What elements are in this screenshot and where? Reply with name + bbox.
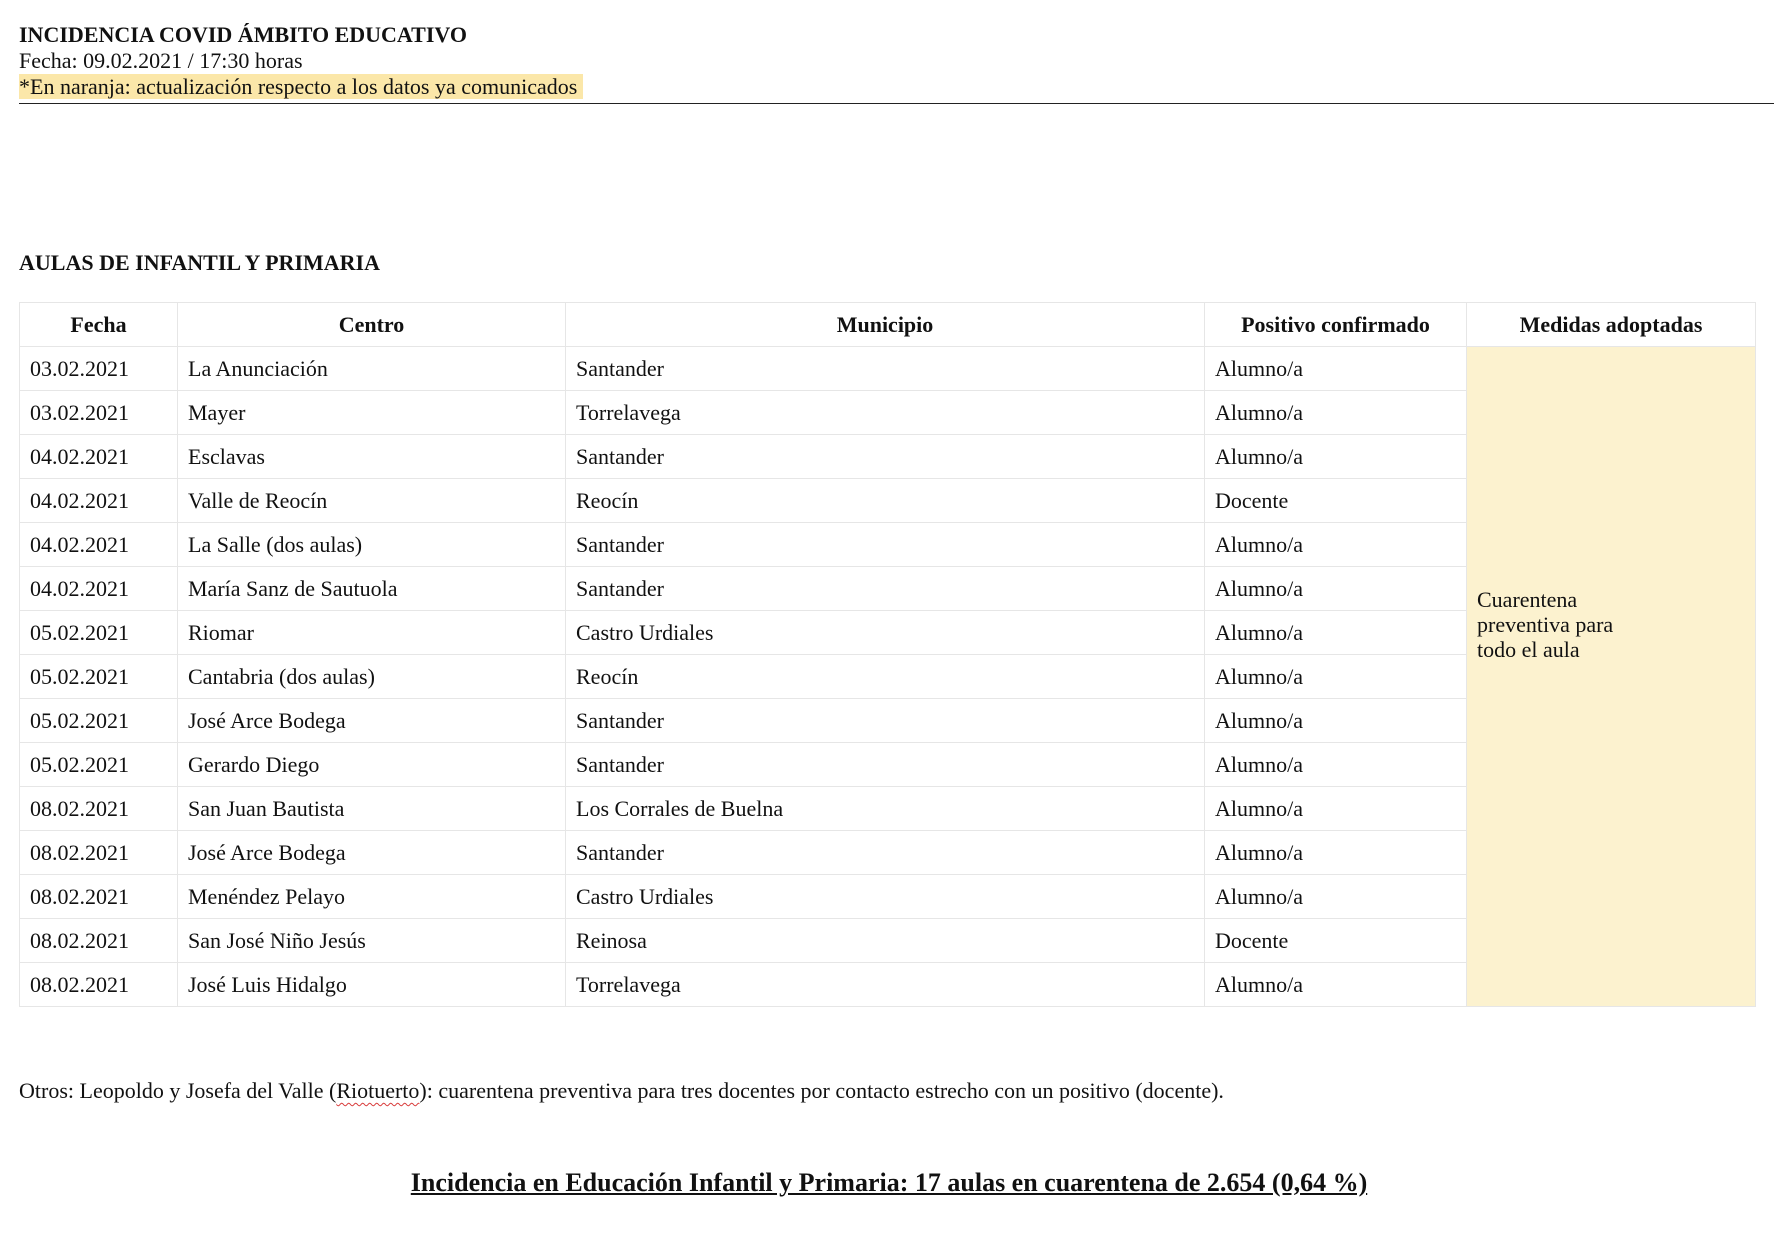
cell-centro: San Juan Bautista (178, 787, 566, 831)
cell-fecha: 08.02.2021 (20, 963, 178, 1007)
cell-fecha: 05.02.2021 (20, 655, 178, 699)
cell-municipio: Santander (566, 523, 1205, 567)
cell-municipio: Santander (566, 347, 1205, 391)
column-header-medidas: Medidas adoptadas (1467, 303, 1756, 347)
cell-positivo: Docente (1205, 479, 1467, 523)
cell-municipio: Santander (566, 567, 1205, 611)
cell-centro: Menéndez Pelayo (178, 875, 566, 919)
medidas-text: Cuarentena preventiva para todo el aula (1477, 587, 1614, 662)
header-divider (19, 103, 1774, 104)
cell-municipio: Castro Urdiales (566, 611, 1205, 655)
report-date: Fecha: 09.02.2021 / 17:30 horas (19, 48, 303, 73)
document-header (19, 22, 1774, 100)
cell-positivo: Alumno/a (1205, 831, 1467, 875)
cell-centro: José Arce Bodega (178, 699, 566, 743)
cell-municipio: Santander (566, 435, 1205, 479)
cell-positivo: Alumno/a (1205, 787, 1467, 831)
cell-fecha: 04.02.2021 (20, 479, 178, 523)
otros-prefix: Otros: Leopoldo y Josefa del Valle ( (19, 1078, 337, 1103)
cell-centro: La Salle (dos aulas) (178, 523, 566, 567)
cell-municipio: Santander (566, 699, 1205, 743)
table-header-row (20, 303, 1756, 347)
cell-positivo: Alumno/a (1205, 875, 1467, 919)
section-title: AULAS DE INFANTIL Y PRIMARIA (19, 250, 380, 275)
cell-centro: Riomar (178, 611, 566, 655)
cell-positivo: Alumno/a (1205, 567, 1467, 611)
cell-fecha: 08.02.2021 (20, 919, 178, 963)
cell-fecha: 08.02.2021 (20, 875, 178, 919)
cell-positivo: Alumno/a (1205, 435, 1467, 479)
cell-positivo: Alumno/a (1205, 523, 1467, 567)
cell-centro: Esclavas (178, 435, 566, 479)
cell-municipio: Torrelavega (566, 963, 1205, 1007)
cell-fecha: 03.02.2021 (20, 347, 178, 391)
cell-positivo: Docente (1205, 919, 1467, 963)
otros-municipio: Riotuerto (336, 1078, 420, 1103)
column-header-positivo: Positivo confirmado (1205, 303, 1467, 347)
cell-municipio: Torrelavega (566, 391, 1205, 435)
cell-centro: Cantabria (dos aulas) (178, 655, 566, 699)
cell-centro: Valle de Reocín (178, 479, 566, 523)
cell-municipio: Reocín (566, 479, 1205, 523)
cell-fecha: 08.02.2021 (20, 787, 178, 831)
cell-centro: Mayer (178, 391, 566, 435)
otros-suffix: ): cuarentena preventiva para tres docentes por contacto estrecho con un positivo (docente). (419, 1078, 1224, 1103)
cell-positivo: Alumno/a (1205, 611, 1467, 655)
cell-fecha: 04.02.2021 (20, 523, 178, 567)
column-header-centro: Centro (178, 303, 566, 347)
column-header-municipio: Municipio (566, 303, 1205, 347)
cell-centro: José Arce Bodega (178, 831, 566, 875)
cell-fecha: 04.02.2021 (20, 435, 178, 479)
incidence-table (19, 302, 1756, 1007)
cell-positivo: Alumno/a (1205, 655, 1467, 699)
otros-note (19, 1078, 1224, 1104)
cell-municipio: Los Corrales de Buelna (566, 787, 1205, 831)
cell-fecha: 05.02.2021 (20, 611, 178, 655)
cell-municipio: Santander (566, 831, 1205, 875)
cell-fecha: 05.02.2021 (20, 743, 178, 787)
column-header-fecha: Fecha (20, 303, 178, 347)
cell-centro: La Anunciación (178, 347, 566, 391)
cell-municipio: Reinosa (566, 919, 1205, 963)
cell-municipio: Santander (566, 743, 1205, 787)
cell-positivo: Alumno/a (1205, 699, 1467, 743)
cell-positivo: Alumno/a (1205, 963, 1467, 1007)
cell-municipio: Reocín (566, 655, 1205, 699)
cell-positivo: Alumno/a (1205, 347, 1467, 391)
cell-centro: María Sanz de Sautuola (178, 567, 566, 611)
incidence-summary: Incidencia en Educación Infantil y Primaria: 17 aulas en cuarentena de 2.654 (0,64 %) (410, 1168, 1368, 1197)
document-title: INCIDENCIA COVID ÁMBITO EDUCATIVO (19, 22, 467, 47)
cell-centro: Gerardo Diego (178, 743, 566, 787)
cell-fecha: 08.02.2021 (20, 831, 178, 875)
cell-fecha: 05.02.2021 (20, 699, 178, 743)
cell-municipio: Castro Urdiales (566, 875, 1205, 919)
cell-medidas (1467, 347, 1756, 1007)
cell-positivo: Alumno/a (1205, 743, 1467, 787)
cell-fecha: 04.02.2021 (20, 567, 178, 611)
cell-positivo: Alumno/a (1205, 391, 1467, 435)
update-note: *En naranja: actualización respecto a los datos ya comunicados (19, 74, 583, 99)
cell-centro: José Luis Hidalgo (178, 963, 566, 1007)
cell-fecha: 03.02.2021 (20, 391, 178, 435)
table-row (20, 347, 1756, 391)
cell-centro: San José Niño Jesús (178, 919, 566, 963)
